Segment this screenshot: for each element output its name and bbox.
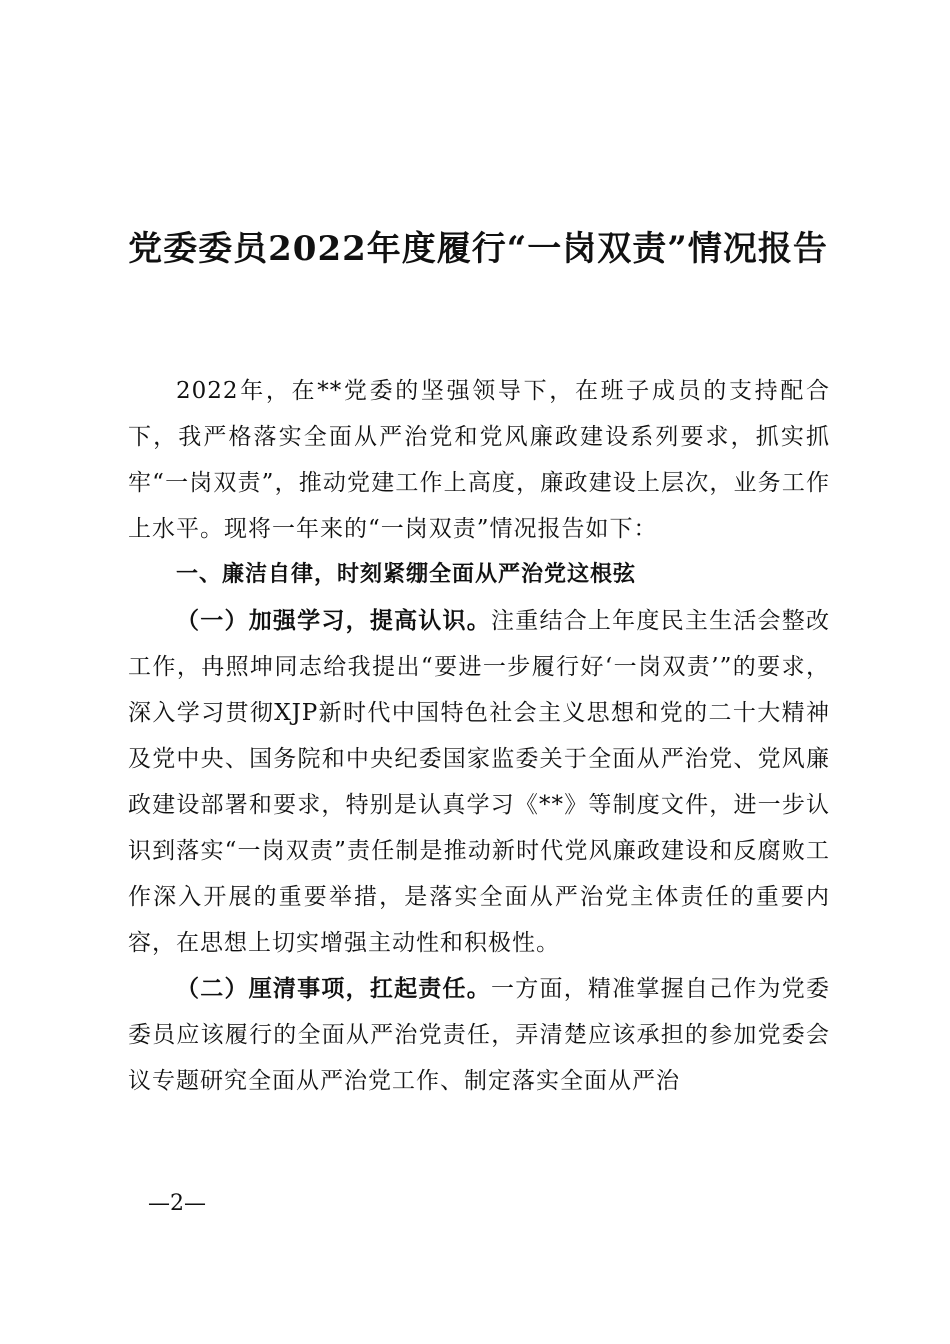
intro-paragraph: 2022年，在**党委的坚强领导下，在班子成员的支持配合下，我严格落实全面从严治党和党风廉政建设系列要求，抓实抓牢“一岗双责”，推动党建工作上高度，廉政建设上层次，业务工作上水平。现将一年来的“一岗双责”情况报告如下： xyxy=(128,378,830,542)
section-heading-1: 一、廉洁自律，时刻紧绷全面从严治党这根弦 xyxy=(176,562,637,587)
subsection-text-1: 注重结合上年度民主生活会整改工作，冉照坤同志给我提出“要进一步履行好‘一岗双责’”的要求，深入学习贯彻XJP新时代中国特色社会主义思想和党的二十大精神及党中央、国务院和中央纪委国家监委关于全面从严治党、党风廉政建设部署和要求，特别是认真学习《**》等制度文件，进一步认识到落实“一岗双责”责任制是推动新时代党风廉政建设和反腐败工作深入开展的重要举措，是落实全面从严治党主体责任的重要内容，在思想上切实增强主动性和积极性。 xyxy=(128,608,831,956)
document-body xyxy=(128,368,830,1104)
page-number: —2— xyxy=(148,1191,206,1216)
subsection-text-2: 一方面，精准掌握自己作为党委委员应该履行的全面从严治党责任，弄清楚应该承担的参加党委会议专题研究全面从严治党工作、制定落实全面从严治 xyxy=(128,976,831,1094)
subsection-paragraph-2 xyxy=(128,966,830,1104)
subsection-heading-1: （一）加强学习，提高认识。 xyxy=(176,607,491,634)
subsection-heading-2: （二）厘清事项，扛起责任。 xyxy=(176,975,491,1002)
subsection-paragraph-1 xyxy=(128,598,830,966)
document-title: 党委委员2022年度履行“一岗双责”情况报告 xyxy=(128,229,828,269)
